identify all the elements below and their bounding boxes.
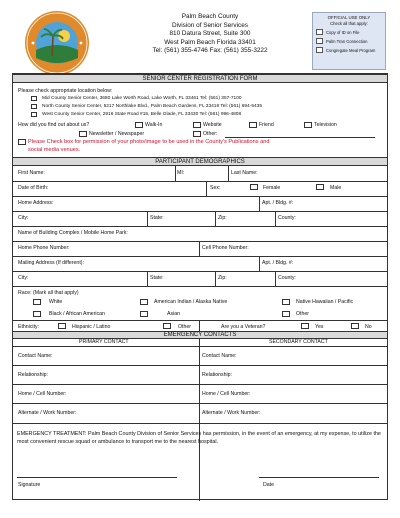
race-american-indian-checkbox[interactable] xyxy=(140,299,148,305)
mi-label: MI: xyxy=(177,170,185,176)
secondary-relationship-label: Relationship: xyxy=(202,372,232,378)
official-item-label: Copy of ID on File xyxy=(326,29,360,35)
home-address-label: Home Address: xyxy=(18,200,54,206)
race-option-label: Other xyxy=(296,311,309,317)
race-other-checkbox[interactable] xyxy=(282,311,290,317)
official-use-title: OFFICIAL USE ONLY xyxy=(327,15,371,20)
mailing-apt-label: Apt. / Bldg. #: xyxy=(262,260,294,266)
official-item-label: Congregate Meal Program xyxy=(326,47,376,53)
race-option-label: Asian xyxy=(167,311,180,317)
ethnicity-hispanic-checkbox[interactable] xyxy=(58,323,66,329)
last-name-label: Last Name: xyxy=(231,170,258,176)
location-prompt: Please check appropriate location below: xyxy=(18,88,113,94)
official-use-subtitle: Check all that apply: xyxy=(330,21,368,26)
photo-permission-text: Please Check box for permission of your photo/image to be used in the County's Publications and xyxy=(28,139,270,145)
sex-label: Sex: xyxy=(210,185,221,191)
official-item-label: Palm Tran Connection xyxy=(326,38,368,44)
veteran-option-label: Yes xyxy=(315,324,324,330)
county-seal-logo xyxy=(24,10,90,76)
official-checkbox[interactable] xyxy=(316,47,323,53)
building-complex-label: Name of Building Complex / Mobile Home Park: xyxy=(18,230,128,236)
veteran-label: Are you a Veteran? xyxy=(221,324,266,330)
find-out-label: Website xyxy=(203,122,222,128)
signature-line[interactable] xyxy=(17,477,177,478)
find-out-television-checkbox[interactable] xyxy=(304,122,312,128)
ethnicity-other-checkbox[interactable] xyxy=(163,323,171,329)
agency-line: West Palm Beach Florida 33401 xyxy=(164,38,256,46)
sex-option-label: Male xyxy=(330,185,342,191)
mailing-state-label: State: xyxy=(150,275,164,281)
agency-line: Palm Beach County xyxy=(181,13,239,20)
photo-permission-checkbox[interactable] xyxy=(18,139,26,145)
mailing-zip-label: Zip: xyxy=(218,275,227,281)
race-option-label: American Indian / Alaska Native xyxy=(154,299,228,305)
veteran-option-label: No xyxy=(365,324,372,330)
find-out-newsletter-checkbox[interactable] xyxy=(79,131,87,137)
demographics-header: PARTICIPANT DEMOGRAPHICS xyxy=(13,157,387,166)
sex-option-label: Female xyxy=(263,185,281,191)
agency-line: Tel: (561) 355-4746 Fax: (561) 355-3222 xyxy=(152,47,268,55)
veteran-yes-checkbox[interactable] xyxy=(301,323,309,329)
primary-contact-heading: PRIMARY CONTACT xyxy=(79,339,129,345)
location-checkbox-west[interactable] xyxy=(31,112,37,117)
mailing-city-label: City: xyxy=(18,275,29,281)
find-out-label: Walk-In xyxy=(145,122,163,128)
apt-label: Apt. / Bldg. #: xyxy=(262,200,294,206)
race-asian-checkbox[interactable] xyxy=(140,311,148,317)
dob-label: Date of Birth: xyxy=(18,185,49,191)
race-white-checkbox[interactable] xyxy=(33,299,41,305)
agency-line: Division of Senior Services xyxy=(171,21,248,29)
zip-label: Zip: xyxy=(218,215,227,221)
race-label: Race: (Mark all that apply) xyxy=(18,290,79,296)
registration-header: SENIOR CENTER REGISTRATION FORM xyxy=(13,74,387,83)
find-out-friend-checkbox[interactable] xyxy=(249,122,257,128)
date-label: Date xyxy=(263,482,274,488)
veteran-no-checkbox[interactable] xyxy=(351,323,359,329)
secondary-work-number-label: Alternate / Work Number: xyxy=(202,410,261,416)
location-label: Mid County Senior Center, 3680 Lake Worth Road, Lake Worth, FL 33461 Tel: (561) 357-7100 xyxy=(42,96,242,101)
primary-home-cell-label: Home / Cell Number: xyxy=(18,391,67,397)
home-phone-label: Home Phone Number: xyxy=(18,245,70,251)
primary-work-number-label: Alternate / Work Number: xyxy=(18,410,77,416)
official-use-box xyxy=(312,12,386,70)
cell-phone-label: Cell Phone Number: xyxy=(202,245,249,251)
race-black-checkbox[interactable] xyxy=(33,311,41,317)
location-checkbox-mid[interactable] xyxy=(31,96,37,101)
find-out-prompt: How did you find out about us? xyxy=(18,122,90,128)
form-frame xyxy=(12,73,388,500)
find-out-label: Newsletter / Newspaper xyxy=(89,131,145,137)
mailing-address-label: Mailing Address (If different): xyxy=(18,260,84,266)
sex-male-checkbox[interactable] xyxy=(316,184,324,190)
race-option-label: Black / African American xyxy=(49,311,105,317)
primary-relationship-label: Relationship: xyxy=(18,372,48,378)
emergency-treatment-paragraph xyxy=(17,431,385,446)
location-label: West County Senior Center, 2916 State Road #15, Belle Glade, FL 33430 Tel: (561) 996-4808 xyxy=(42,112,242,117)
signature-label: Signature xyxy=(18,482,41,488)
find-out-walkin-checkbox[interactable] xyxy=(135,122,143,128)
state-label: State: xyxy=(150,215,164,221)
secondary-contact-name-label: Contact Name: xyxy=(202,353,237,359)
county-label: County: xyxy=(278,215,296,221)
find-out-other-checkbox[interactable] xyxy=(193,131,201,137)
city-label: City: xyxy=(18,215,29,221)
mailing-county-label: County: xyxy=(278,275,296,281)
photo-permission-text: social media venues. xyxy=(28,147,81,153)
official-checkbox[interactable] xyxy=(316,29,323,35)
race-native-hawaiian-checkbox[interactable] xyxy=(282,299,290,305)
ethnicity-option-label: Other xyxy=(178,324,191,330)
agency-address-block xyxy=(130,13,290,56)
sex-female-checkbox[interactable] xyxy=(250,184,258,190)
secondary-home-cell-label: Home / Cell Number: xyxy=(202,391,251,397)
ethnicity-label: Ethnicity: xyxy=(18,324,40,330)
emergency-treatment-label: EMERGENCY TREATMENT: xyxy=(17,431,87,437)
location-checkbox-north[interactable] xyxy=(31,104,37,109)
find-out-other-line[interactable] xyxy=(225,137,375,138)
find-out-label: Friend xyxy=(259,122,274,128)
emergency-treatment-text: Palm Beach County Division of Senior Services has permission, in the event of an emergency, at my expense, to utilize the most convenient rescue squad or ambulance to transport me to the nearest hospital. xyxy=(17,431,381,445)
race-option-label: White xyxy=(49,299,63,305)
emergency-header: EMERGENCY CONTACTS xyxy=(13,331,387,339)
official-checkbox[interactable] xyxy=(316,38,323,44)
find-out-label: Other: xyxy=(203,131,218,137)
ethnicity-option-label: Hispanic / Latino xyxy=(72,324,111,330)
race-option-label: Native Hawaiian / Pacific xyxy=(296,299,354,305)
secondary-contact-heading: SECONDARY CONTACT xyxy=(269,339,328,345)
date-line[interactable] xyxy=(259,477,379,478)
find-out-label: Television xyxy=(314,122,337,128)
find-out-website-checkbox[interactable] xyxy=(193,122,201,128)
agency-line: 810 Datura Street, Suite 300 xyxy=(169,30,251,38)
location-label: North County Senior Center, 5217 Northlake Blvd., Palm Beach Gardens, FL 33418 Tel: (561) 694-5435 xyxy=(42,104,262,109)
first-name-label: First Name: xyxy=(18,170,45,176)
primary-contact-name-label: Contact Name: xyxy=(18,353,53,359)
